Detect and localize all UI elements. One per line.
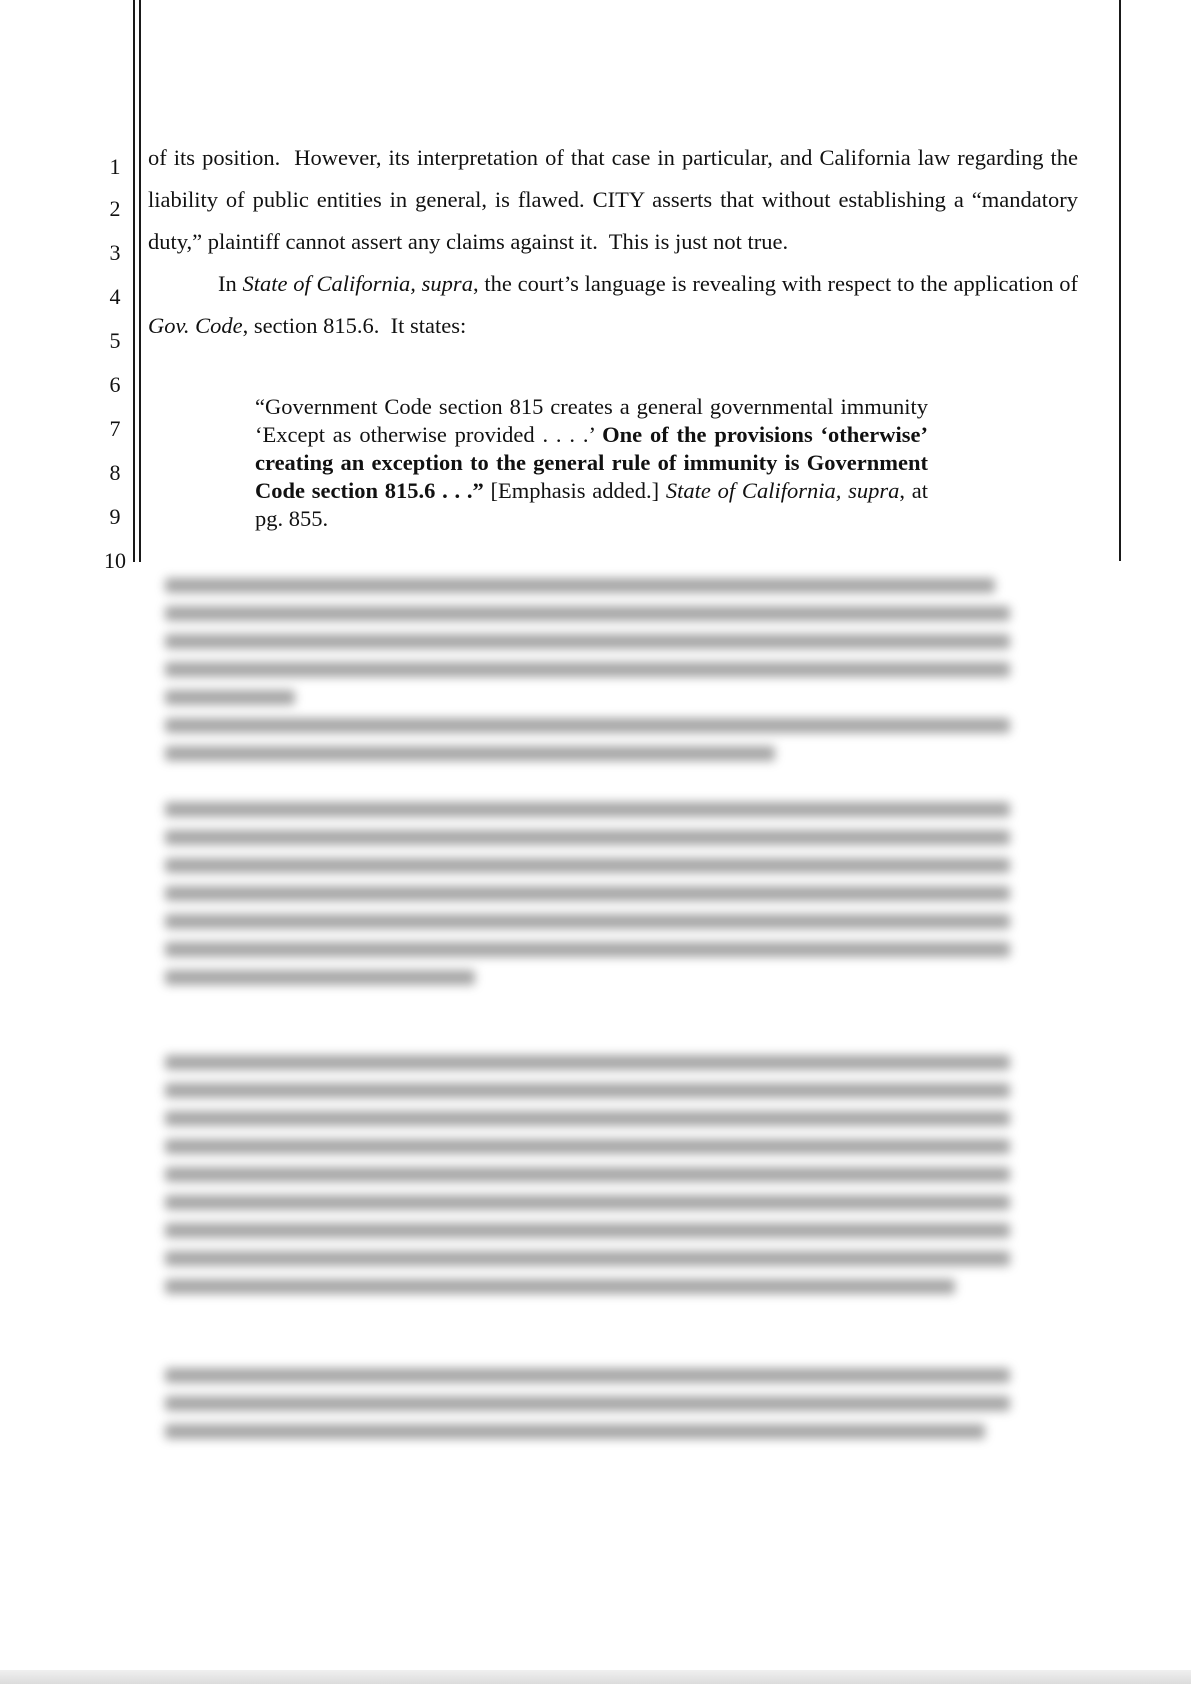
line-number: 7 — [109, 416, 121, 441]
left-margin-rule-inner — [139, 0, 141, 562]
quote-note: [Emphasis added.] — [483, 478, 666, 503]
line-number: 9 — [109, 504, 121, 529]
paragraph-text: , section 815.6. It states: — [242, 313, 467, 338]
page-bottom-edge — [0, 1670, 1191, 1684]
case-citation: State of California, supra — [665, 478, 900, 503]
right-margin-rule — [1119, 0, 1121, 561]
line-number: 2 — [109, 196, 121, 221]
paragraph-text: , the court’s language is revealing with respect to the application of — [472, 271, 1078, 296]
document-body — [148, 137, 1078, 347]
line-number: 10 — [104, 548, 126, 573]
block-quote — [255, 393, 928, 533]
blurred-content — [150, 570, 1030, 1480]
left-margin-rule — [133, 0, 135, 562]
case-name: State of California, supra — [242, 271, 473, 296]
line-number: 5 — [109, 328, 121, 353]
paragraph — [148, 263, 1078, 347]
line-number: 1 — [109, 154, 121, 179]
quote-text: “Government Code section 815 creates a general governmental immunity ‘Except as otherwise provided . . . .’ — [255, 394, 928, 447]
statute-name: Gov. Code — [148, 313, 243, 338]
line-number: 8 — [109, 460, 121, 485]
paragraph-text: In — [218, 271, 243, 296]
line-number: 3 — [109, 240, 121, 265]
line-number: 6 — [109, 372, 121, 397]
pin-cite: , at pg. 855. — [255, 478, 928, 531]
line-number: 4 — [109, 284, 121, 309]
quote-emphasis: One of the provisions ‘otherwise’ creating an exception to the general rule of immunity is Government Code section 815.6 . . .” — [255, 422, 928, 503]
paragraph: of its position. However, its interpretation of that case in particular, and California law regarding the liability of public entities in general, is flawed. CITY asserts that without establishing a “mandatory duty,” plaintiff cannot assert any claims against it. This is just not true. — [148, 145, 1078, 254]
